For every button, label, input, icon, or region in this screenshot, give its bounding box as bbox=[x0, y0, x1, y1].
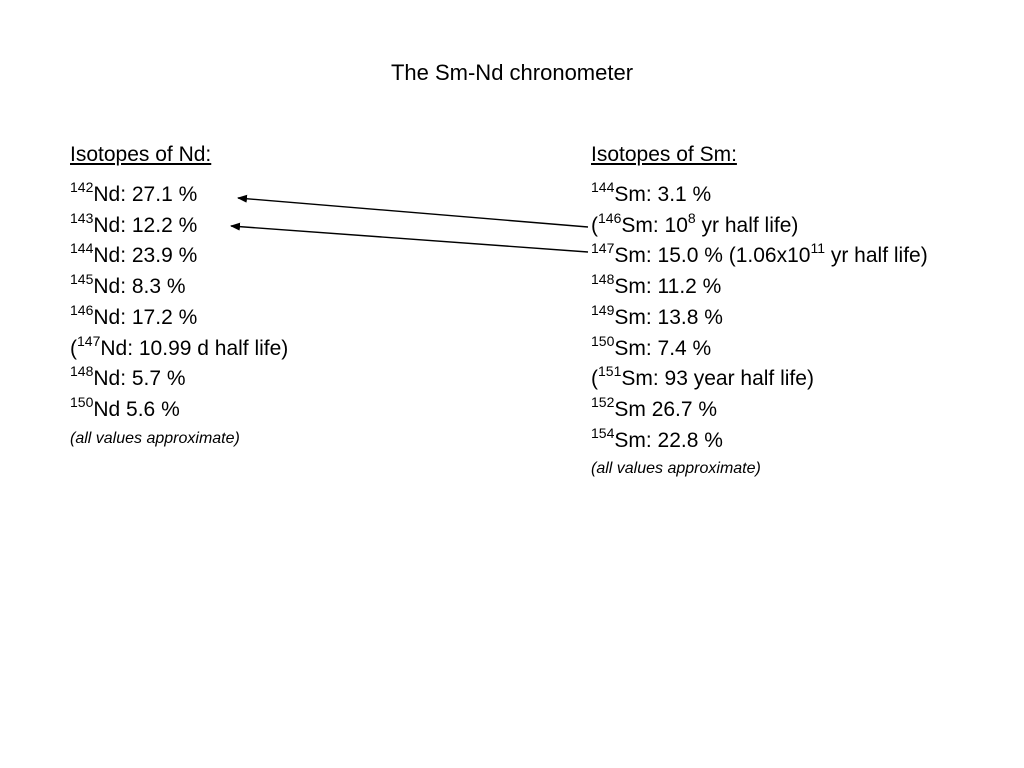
isotope-row bbox=[70, 303, 288, 334]
nd-isotopes-column bbox=[70, 140, 288, 452]
isotope-mass: 147 bbox=[77, 332, 101, 349]
isotope-row bbox=[591, 241, 928, 272]
isotope-mass: 146 bbox=[598, 209, 622, 226]
nd-heading: Isotopes of Nd: bbox=[70, 143, 212, 166]
isotope-mass: 144 bbox=[591, 179, 615, 195]
isotope-mass: 145 bbox=[70, 271, 94, 288]
isotope-text: Nd: 23.9 % bbox=[93, 244, 198, 268]
isotope-row bbox=[70, 211, 288, 242]
isotope-text: Nd: 12.2 % bbox=[93, 213, 198, 237]
isotope-mass: 150 bbox=[591, 332, 615, 349]
isotope-row bbox=[591, 395, 928, 426]
isotope-text: Sm 26.7 % bbox=[614, 397, 718, 421]
isotope-text: Sm: 3.1 % bbox=[614, 183, 712, 206]
isotope-row bbox=[70, 364, 288, 395]
isotope-mass: 144 bbox=[70, 240, 94, 257]
isotope-row bbox=[70, 395, 288, 426]
isotope-mass: 146 bbox=[70, 301, 94, 318]
isotope-pre: ( bbox=[591, 367, 598, 391]
isotope-text: Sm: 93 year half life) bbox=[621, 367, 814, 391]
sm-note: (all values approximate) bbox=[591, 460, 761, 478]
isotope-pre: ( bbox=[591, 213, 598, 237]
isotope-text: Sm: 22.8 % bbox=[614, 428, 723, 452]
isotope-mass: 154 bbox=[591, 424, 615, 441]
sm-isotope-list bbox=[591, 180, 928, 456]
isotope-row bbox=[591, 272, 928, 303]
isotope-text: Nd: 5.7 % bbox=[93, 367, 186, 391]
isotope-mass: 148 bbox=[70, 363, 94, 380]
isotope-text: Nd: 17.2 % bbox=[93, 305, 198, 329]
isotope-pre: ( bbox=[70, 336, 77, 360]
isotope-post: yr half life) bbox=[695, 213, 799, 237]
isotope-text: Nd: 8.3 % bbox=[93, 275, 186, 299]
isotope-row bbox=[70, 334, 288, 365]
isotope-text: Sm: 7.4 % bbox=[614, 336, 712, 360]
isotope-text: Sm: 15.0 % (1.06x10 bbox=[614, 244, 811, 268]
isotope-mass: 147 bbox=[591, 240, 615, 257]
isotope-text: Nd 5.6 % bbox=[93, 397, 180, 421]
sm-heading: Isotopes of Sm: bbox=[591, 143, 737, 166]
isotope-text: Sm: 11.2 % bbox=[614, 275, 722, 299]
isotope-mass: 150 bbox=[70, 393, 94, 410]
isotope-text: Sm: 10 bbox=[621, 213, 688, 237]
isotope-row bbox=[591, 334, 928, 365]
isotope-row bbox=[591, 303, 928, 334]
nd-note: (all values approximate) bbox=[70, 429, 240, 447]
isotope-mass: 149 bbox=[591, 301, 615, 318]
isotope-mass: 151 bbox=[598, 363, 622, 380]
isotope-mass: 152 bbox=[591, 393, 615, 410]
isotope-row bbox=[70, 241, 288, 272]
isotope-row bbox=[70, 272, 288, 303]
isotope-row bbox=[70, 180, 288, 211]
isotope-mass: 148 bbox=[591, 271, 615, 288]
isotope-mid-sup: 8 bbox=[687, 209, 696, 226]
isotope-mass: 143 bbox=[70, 209, 94, 226]
isotope-row bbox=[591, 364, 928, 395]
isotope-text: Nd: 10.99 d half life) bbox=[100, 336, 289, 360]
isotope-row bbox=[591, 211, 928, 242]
isotope-row bbox=[591, 426, 928, 457]
nd-isotope-list bbox=[70, 180, 288, 426]
arrow-sm146-to-nd142 bbox=[238, 198, 588, 227]
isotope-text: Sm: 13.8 % bbox=[614, 305, 723, 329]
isotope-row bbox=[591, 180, 928, 211]
isotope-text: Nd: 27.1 % bbox=[93, 183, 198, 206]
sm-isotopes-column bbox=[591, 140, 928, 482]
isotope-mass: 142 bbox=[70, 179, 94, 195]
page-title: The Sm-Nd chronometer bbox=[390, 60, 634, 85]
isotope-post: yr half life) bbox=[825, 244, 928, 268]
isotope-mid-sup: 11 bbox=[810, 240, 826, 257]
